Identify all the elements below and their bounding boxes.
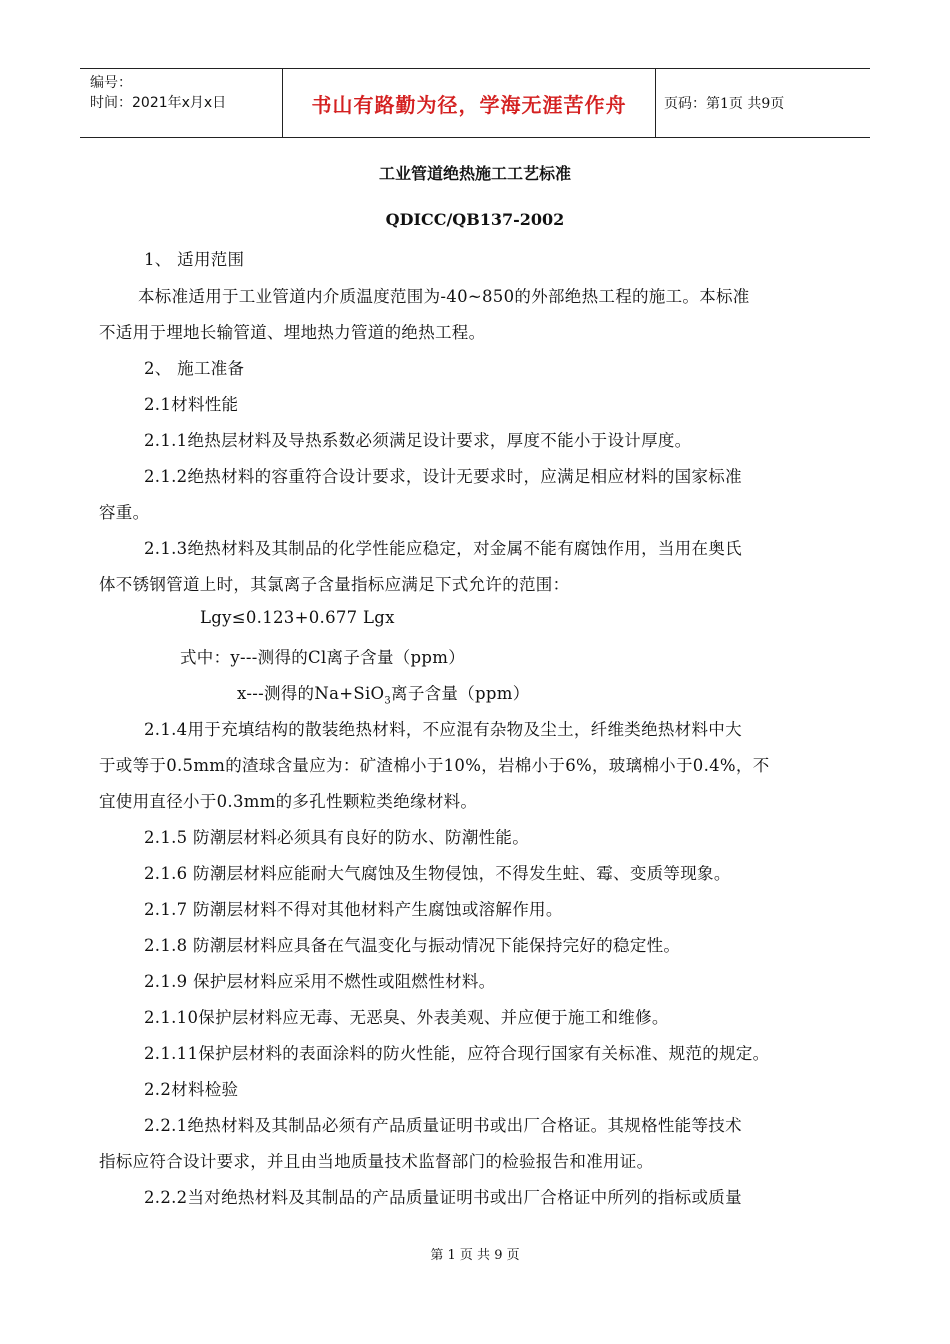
paragraph-line: 2.1.9 保护层材料应采用不燃性或阻燃性材料。 bbox=[144, 972, 496, 991]
paragraph-line: 2.1.4用于充填结构的散装绝热材料，不应混有杂物及尘土，纤维类绝热材料中大 bbox=[144, 720, 742, 739]
subsection-heading: 2.2材料检验 bbox=[144, 1080, 239, 1099]
formula: Lgy≤0.123+0.677 Lgx bbox=[200, 608, 395, 627]
paragraph-line: 指标应符合设计要求，并且由当地质量技术监督部门的检验报告和准用证。 bbox=[99, 1152, 654, 1171]
document-title: 工业管道绝热施工工艺标准 bbox=[378, 164, 571, 183]
paragraph-line: 2.1.10保护层材料应无毒、无恶臭、外表美观、并应便于施工和维修。 bbox=[144, 1008, 669, 1027]
paragraph-line: 2.1.11保护层材料的表面涂料的防火性能，应符合现行国家有关标准、规范的规定。 bbox=[144, 1044, 770, 1063]
paragraph-line: 容重。 bbox=[99, 503, 150, 522]
paragraph-line: 2.2.1绝热材料及其制品必须有产品质量证明书或出厂合格证。其规格性能等技术 bbox=[144, 1116, 742, 1135]
subsection-heading: 2.1材料性能 bbox=[144, 395, 239, 414]
paragraph-line: 不适用于埋地长输管道、埋地热力管道的绝热工程。 bbox=[99, 323, 486, 342]
paragraph-line: 体不锈钢管道上时，其氯离子含量指标应满足下式允许的范围： bbox=[99, 575, 570, 594]
paragraph-line: 2.1.8 防潮层材料应具备在气温变化与振动情况下能保持完好的稳定性。 bbox=[144, 936, 681, 955]
paragraph-line: 2.1.5 防潮层材料必须具有良好的防水、防潮性能。 bbox=[144, 828, 530, 847]
document-code: QDICC/QB137-2002 bbox=[385, 210, 565, 229]
section-heading: 1、 适用范围 bbox=[144, 250, 245, 269]
header-meta bbox=[80, 69, 282, 137]
paragraph-line: 2.1.1绝热层材料及导热系数必须满足设计要求，厚度不能小于设计厚度。 bbox=[144, 431, 692, 450]
paragraph-line: 2.2.2当对绝热材料及其制品的产品质量证明书或出厂合格证中所列的指标或质量 bbox=[144, 1188, 742, 1207]
header-page-number: 页码：第1页 共9页 bbox=[664, 96, 785, 112]
paragraph-line: 于或等于0.5mm的渣球含量应为：矿渣棉小于10%，岩棉小于6%，玻璃棉小于0.4%，不 bbox=[99, 756, 770, 775]
paragraph-line: 2.1.6 防潮层材料应能耐大气腐蚀及生物侵蚀，不得发生蛀、霉、变质等现象。 bbox=[144, 864, 731, 883]
formula-legend-y: 式中：y---测得的Cl离子含量（ppm） bbox=[180, 648, 466, 667]
document-number-label: 编号： bbox=[90, 75, 132, 91]
page-header bbox=[80, 68, 870, 138]
formula-legend-x: x---测得的Na+SiO$_3$离子含量（ppm） bbox=[237, 684, 530, 707]
paragraph-line: 2.1.2绝热材料的容重符合设计要求，设计无要求时，应满足相应材料的国家标准 bbox=[144, 467, 742, 486]
header-motto: 书山有路勤为径，学海无涯苦作舟 bbox=[282, 69, 656, 137]
paragraph-line: 2.1.3绝热材料及其制品的化学性能应稳定，对金属不能有腐蚀作用，当用在奥氏 bbox=[144, 539, 742, 558]
document-date-label: 时间：2021年x月x日 bbox=[90, 95, 227, 111]
paragraph-line: 本标准适用于工业管道内介质温度范围为-40~850的外部绝热工程的施工。本标准 bbox=[138, 287, 750, 306]
section-heading: 2、 施工准备 bbox=[144, 359, 245, 378]
page-footer: 第 1 页 共 9 页 bbox=[430, 1248, 520, 1263]
paragraph-line: 2.1.7 防潮层材料不得对其他材料产生腐蚀或溶解作用。 bbox=[144, 900, 563, 919]
paragraph-line: 宜使用直径小于0.3mm的多孔性颗粒类绝缘材料。 bbox=[99, 792, 478, 811]
